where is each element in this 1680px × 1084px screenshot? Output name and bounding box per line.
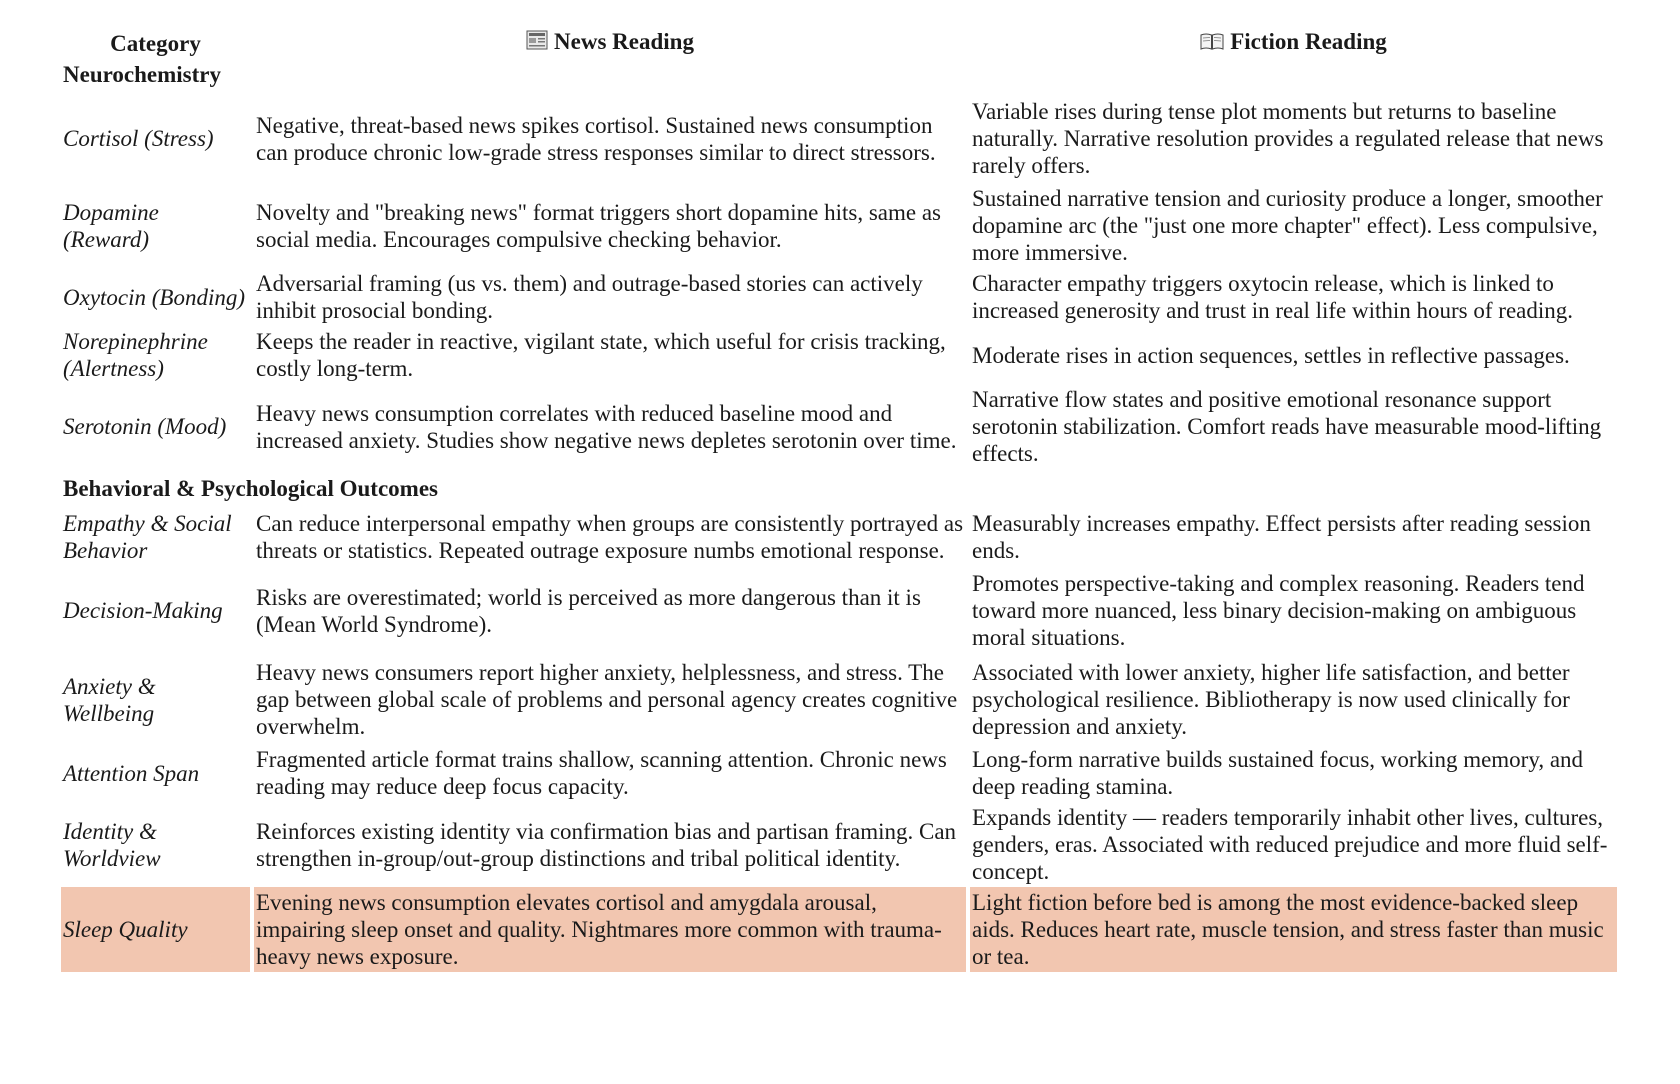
row-category: Decision-Making (63, 598, 223, 623)
comparison-table (57, 22, 1621, 972)
row-category: Identity & Worldview (63, 818, 161, 871)
row-fiction: Long-form narrative builds sustained focus, working memory, and deep reading stamina. (972, 747, 1584, 799)
header-news (254, 22, 966, 59)
header-category (61, 22, 250, 59)
row-fiction: Sustained narrative tension and curiosity produce a longer, smoother dopamine arc (the "just one more chapter" effect). Less compulsive, more immersive. (972, 186, 1603, 265)
table-row (61, 744, 1617, 802)
section-title: Behavioral & Psychological Outcomes (63, 476, 438, 501)
table-row (61, 326, 1617, 384)
row-news: Novelty and "breaking news" format triggers short dopamine hits, same as social media. Encourages compulsive checking behavior. (256, 199, 941, 252)
newspaper-icon (526, 30, 548, 50)
row-category: Sleep Quality (61, 887, 250, 972)
header-fiction (970, 22, 1617, 59)
table-row (61, 802, 1617, 887)
table-row (61, 566, 1617, 655)
section-header-row (61, 59, 1617, 94)
section-title: Neurochemistry (63, 62, 221, 87)
row-news: Heavy news consumption correlates with reduced baseline mood and increased anxiety. Studies show negative news depletes serotonin over time. (256, 400, 957, 453)
row-fiction: Character empathy triggers oxytocin release, which is linked to increased generosity and trust in real life within hours of reading. (972, 271, 1574, 323)
row-fiction: Expands identity — readers temporarily inhabit other lives, cultures, genders, eras. Associated with reduced prejudice and more fluid self-concept. (972, 805, 1608, 884)
row-news: Evening news consumption elevates cortisol and amygdala arousal, impairing sleep onset and quality. Nightmares more common with trauma-heavy news exposure. (254, 887, 966, 972)
row-news: Keeps the reader in reactive, vigilant state, which useful for crisis tracking, costly long-term. (256, 329, 946, 381)
row-category: Norepinephrine (Alertness) (63, 329, 208, 381)
row-fiction: Associated with lower anxiety, higher life satisfaction, and better psychological resilience. Bibliotherapy is now used clinically for depression and anxiety. (972, 660, 1570, 739)
header-category-label: Category (110, 31, 201, 56)
table-row (61, 94, 1617, 183)
row-news: Can reduce interpersonal empathy when groups are consistently portrayed as threats or statistics. Repeated outrage exposure numbs emotional response. (256, 511, 964, 563)
table-row (61, 384, 1617, 469)
row-news: Reinforces existing identity via confirmation bias and partisan framing. Can strengthen in-group/out-group distinctions and tribal political identity. (256, 818, 957, 871)
row-news: Adversarial framing (us vs. them) and outrage-based stories can actively inhibit prosocial bonding. (256, 271, 923, 323)
row-category: Serotonin (Mood) (63, 414, 227, 439)
section-header-row (61, 469, 1617, 508)
header-news-label: News Reading (554, 29, 694, 54)
table-header-row (61, 22, 1617, 59)
row-fiction: Light fiction before bed is among the most evidence-backed sleep aids. Reduces heart rate, muscle tension, and stress faster than music or tea. (970, 887, 1617, 972)
row-news: Negative, threat-based news spikes cortisol. Sustained news consumption can produce chronic low-grade stress responses similar to direct stressors. (256, 112, 936, 165)
table-row-highlighted (61, 887, 1617, 972)
row-fiction: Variable rises during tense plot moments but returns to baseline naturally. Narrative resolution provides a regulated release that news rarely offers. (972, 99, 1604, 178)
table-row (61, 508, 1617, 566)
row-news: Fragmented article format trains shallow, scanning attention. Chronic news reading may reduce deep focus capacity. (256, 747, 947, 799)
header-fiction-label: Fiction Reading (1230, 29, 1387, 54)
row-news: Heavy news consumers report higher anxiety, helplessness, and stress. The gap between global scale of problems and personal agency creates cognitive overwhelm. (256, 660, 958, 739)
table-row (61, 183, 1617, 268)
row-category: Dopamine (Reward) (63, 199, 159, 252)
row-category: Anxiety & Wellbeing (63, 673, 156, 726)
table-row (61, 268, 1617, 326)
table-row (61, 655, 1617, 744)
open-book-icon (1200, 32, 1224, 50)
row-category: Empathy & Social Behavior (63, 511, 232, 563)
row-category: Cortisol (Stress) (63, 126, 214, 151)
row-fiction: Moderate rises in action sequences, settles in reflective passages. (972, 342, 1570, 368)
row-fiction: Measurably increases empathy. Effect persists after reading session ends. (972, 511, 1591, 563)
row-category: Oxytocin (Bonding) (63, 284, 246, 310)
row-fiction: Narrative flow states and positive emotional resonance support serotonin stabilization. Comfort reads have measurable mood-lifting effects. (972, 387, 1602, 466)
row-category: Attention Span (63, 760, 200, 786)
row-news: Risks are overestimated; world is perceived as more dangerous than it is (Mean World Syndrome). (256, 584, 921, 637)
row-fiction: Promotes perspective-taking and complex reasoning. Readers tend toward more nuanced, less binary decision-making on ambiguous moral situations. (972, 571, 1585, 650)
